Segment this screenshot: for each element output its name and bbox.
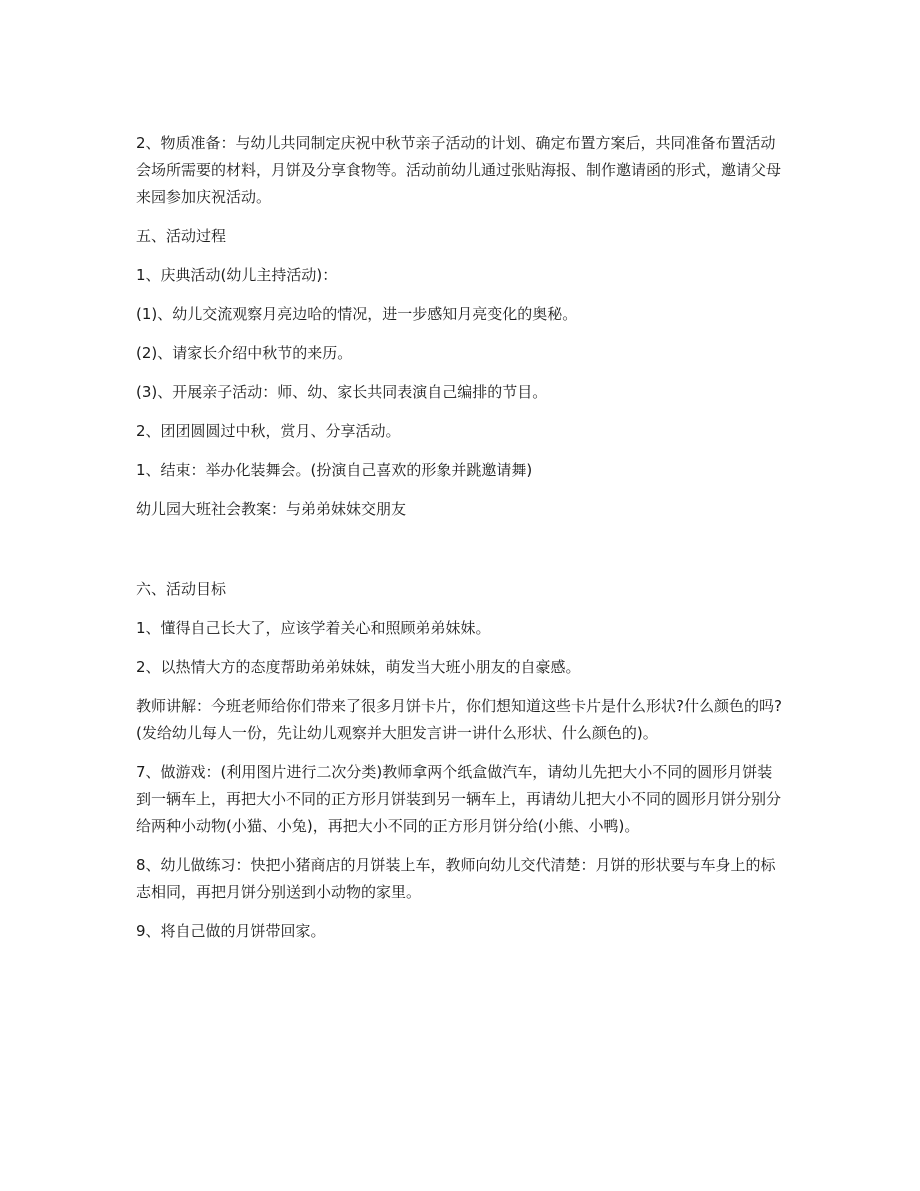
paragraph-goal-2: 2、以热情大方的态度帮助弟弟妹妹，萌发当大班小朋友的自豪感。 <box>136 658 581 676</box>
paragraph-celebration: 1、庆典活动(幼儿主持活动)： <box>136 266 338 284</box>
paragraph-step-2: (2)、请家长介绍中秋节的来历。 <box>136 344 353 362</box>
paragraph-material-prep: 2、物质准备：与幼儿共同制定庆祝中秋节亲子活动的计划、确定布置方案后，共同准备布置活动会场所需要的材料，月饼及分享食物等。活动前幼儿通过张贴海报、制作邀请函的形式，邀请父母来园参加庆祝活动。 <box>136 134 782 206</box>
document-page <box>136 130 786 957</box>
paragraph-step-1: (1)、幼儿交流观察月亮边哈的情况，进一步感知月亮变化的奥秘。 <box>136 305 578 323</box>
paragraph-ending: 1、结束：举办化装舞会。(扮演自己喜欢的形象并跳邀请舞) <box>136 461 533 479</box>
heading-lesson-plan: 幼儿园大班社会教案：与弟弟妹妹交朋友 <box>136 500 407 518</box>
paragraph-teacher-explain: 教师讲解：今班老师给你们带来了很多月饼卡片，你们想知道这些卡片是什么形状?什么颜色的吗?(发给幼儿每人一份，先让幼儿观察并大胆发言讲一讲什么形状、什么颜色的)。 <box>136 697 782 742</box>
paragraph-practice: 8、幼儿做练习：快把小猪商店的月饼装上车，教师向幼儿交代清楚：月饼的形状要与车身上的标志相同，再把月饼分别送到小动物的家里。 <box>136 856 776 901</box>
paragraph-goal-1: 1、懂得自己长大了，应该学着关心和照顾弟弟妹妹。 <box>136 619 491 637</box>
paragraph-game: 7、做游戏：(利用图片进行二次分类)教师拿两个纸盒做汽车，请幼儿先把大小不同的圆形月饼装到一辆车上，再把大小不同的正方形月饼装到另一辆车上，再请幼儿把大小不同的圆形月饼分别分给两种小动物(小猫、小兔)，再把大小不同的正方形月饼分给(小熊、小鸭)。 <box>136 763 782 835</box>
heading-activity-goals: 六、活动目标 <box>136 580 227 598</box>
paragraph-take-home: 9、将自己做的月饼带回家。 <box>136 922 326 940</box>
paragraph-reunion: 2、团团圆圆过中秋，赏月、分享活动。 <box>136 422 401 440</box>
paragraph-step-3: (3)、开展亲子活动：师、幼、家长共同表演自己编排的节目。 <box>136 383 548 401</box>
heading-activity-process: 五、活动过程 <box>136 227 227 245</box>
spacer <box>136 535 786 576</box>
